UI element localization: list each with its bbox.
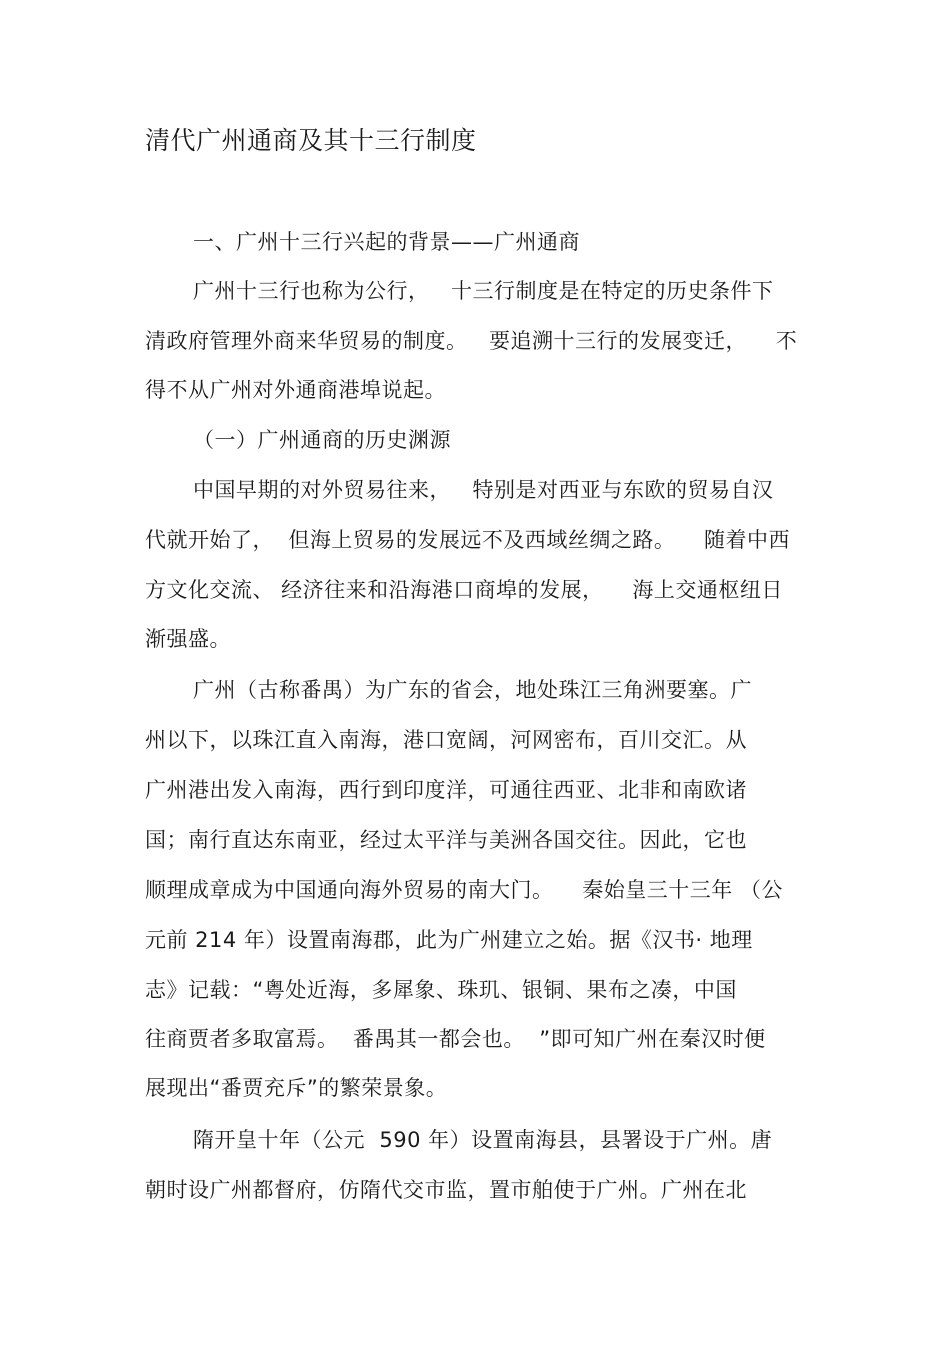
paragraph-line: 往商贾者多取富焉。 番禺其一都会也。 ”即可知广州在秦汉时便 xyxy=(145,1027,766,1051)
subsection-heading: （一）广州通商的历史渊源 xyxy=(193,428,451,452)
paragraph-line: 广州港出发入南海，西行到印度洋，可通往西亚、北非和南欧诸 xyxy=(145,778,747,802)
paragraph-line: 州以下，以珠江直入南海，港口宽阔，河网密布，百川交汇。从 xyxy=(145,728,747,752)
paragraph-line: 顺理成章成为中国通向海外贸易的南大门。 秦始皇三十三年 （公 xyxy=(145,878,783,902)
paragraph-line: 清政府管理外商来华贸易的制度。 要追溯十三行的发展变迁， 不 xyxy=(145,329,798,353)
section-heading: 一、广州十三行兴起的背景——广州通商 xyxy=(193,230,580,254)
document-title: 清代广州通商及其十三行制度 xyxy=(145,126,477,155)
paragraph-line: 渐强盛。 xyxy=(145,627,231,651)
paragraph-line: 展现出“番贾充斥”的繁荣景象。 xyxy=(145,1076,448,1100)
paragraph-line: 方文化交流、 经济往来和沿海港口商埠的发展， 海上交通枢纽日 xyxy=(145,578,783,602)
paragraph-line: 元前 214 年）设置南海郡，此为广州建立之始。据《汉书· 地理 xyxy=(145,928,753,952)
paragraph-line: 广州（古称番禺）为广东的省会，地处珠江三角洲要塞。广 xyxy=(193,678,752,702)
paragraph-line: 国；南行直达东南亚，经过太平洋与美洲各国交往。因此，它也 xyxy=(145,828,747,852)
paragraph-line: 得不从广州对外通商港埠说起。 xyxy=(145,378,446,402)
paragraph-line: 志》记载：“粤处近海，多犀象、珠玑、银铜、果布之凑，中国 xyxy=(145,978,737,1002)
paragraph-line: 隋开皇十年（公元 590 年）设置南海县，县署设于广州。唐 xyxy=(193,1128,773,1152)
paragraph-line: 中国早期的对外贸易往来， 特别是对西亚与东欧的贸易自汉 xyxy=(193,478,774,502)
paragraph-line: 朝时设广州都督府，仿隋代交市监，置市舶使于广州。广州在北 xyxy=(145,1178,747,1202)
paragraph-line: 代就开始了， 但海上贸易的发展远不及西域丝绸之路。 随着中西 xyxy=(145,528,791,552)
paragraph-line: 广州十三行也称为公行， 十三行制度是在特定的历史条件下 xyxy=(193,279,774,303)
